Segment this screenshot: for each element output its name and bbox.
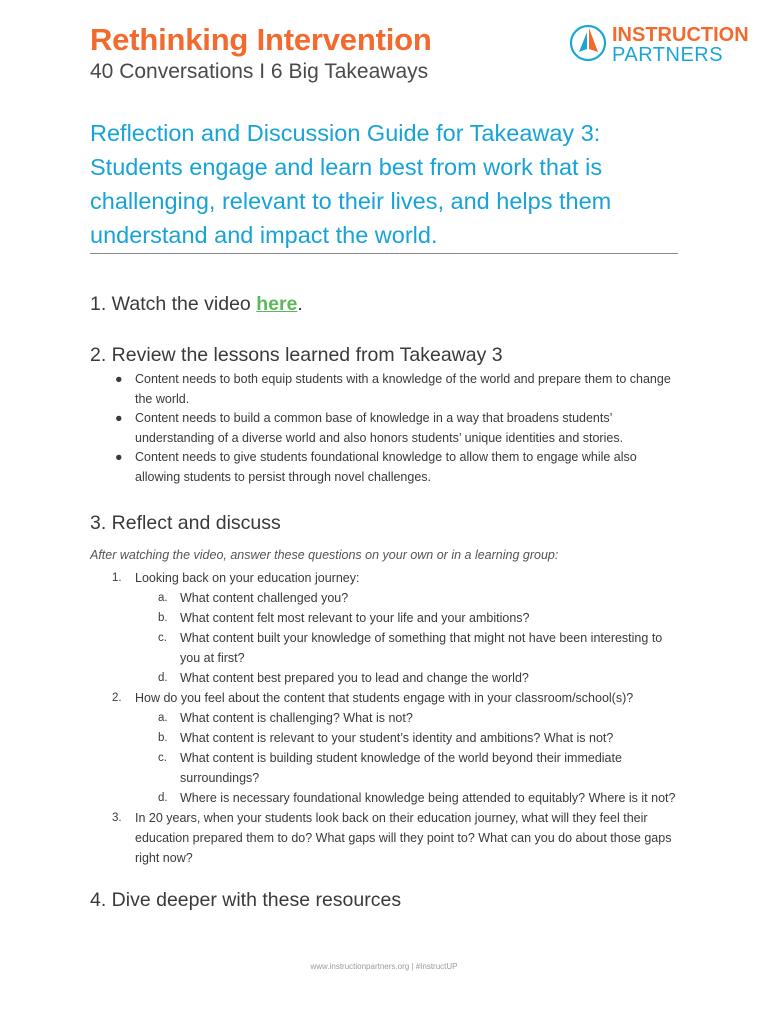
reflect-intro: After watching the video, answer these questions on your own or in a learning group: [90, 548, 559, 562]
video-link[interactable]: here [256, 293, 298, 315]
question-text: In 20 years, when your students look back on their education journey, what will they feel their education prepared them to do? What gaps will they point to? What can you do about those gaps right now? [135, 811, 672, 865]
section-watch-prefix: 1. Watch the video [90, 293, 257, 315]
instruction-partners-logo [568, 22, 748, 68]
question-number: 3. [112, 812, 122, 824]
logo-text-partners: PARTNERS [612, 44, 724, 66]
sub-question-letter: a. [158, 592, 168, 604]
bullet-text: Content needs to build a common base of knowledge in a way that broadens students’ understanding of a diverse world and also honors students’ unique identities and stories. [135, 411, 624, 445]
sub-question-letter: a. [158, 712, 168, 724]
section-watch-suffix: . [297, 293, 303, 315]
sub-question-text: What content best prepared you to lead and change the world? [180, 671, 529, 685]
sub-question-letter: d. [158, 672, 168, 684]
question-number: 1. [112, 572, 122, 584]
sub-question-letter: c. [158, 752, 167, 764]
sub-question [135, 728, 680, 748]
question-item [90, 568, 680, 688]
bullet-icon: ● [115, 450, 123, 464]
sub-question-text: What content is relevant to your student’s identity and ambitions? What is not? [180, 731, 614, 745]
bullet-icon: ● [115, 411, 123, 425]
list-item [90, 448, 680, 487]
sub-question [135, 748, 680, 788]
bullet-text: Content needs to give students foundational knowledge to allow them to engage while also allowing students to persist through novel challenges. [135, 450, 637, 484]
question-text: How do you feel about the content that students engage with in your classroom/school(s)? [135, 691, 634, 705]
question-number: 2. [112, 692, 122, 704]
lessons-list [90, 370, 680, 487]
sub-question-letter: c. [158, 632, 167, 644]
logo-text-instruction: INSTRUCTION [612, 24, 749, 46]
sub-question-letter: d. [158, 792, 168, 804]
question-list [90, 568, 680, 868]
heading-divider [90, 253, 678, 254]
sub-question-list [135, 708, 680, 808]
sub-question-letter: b. [158, 732, 168, 744]
sub-question [135, 588, 680, 608]
list-item [90, 409, 680, 448]
sub-question-text: What content built your knowledge of something that might not have been interesting to you at first? [180, 631, 663, 665]
document-subtitle: 40 Conversations I 6 Big Takeaways [90, 60, 429, 83]
section-reflect-heading: 3. Reflect and discuss [90, 512, 281, 534]
list-item [90, 370, 680, 409]
sub-question-letter: b. [158, 612, 168, 624]
sub-question [135, 668, 680, 688]
sub-question-text: What content is challenging? What is not? [180, 711, 413, 725]
sub-question [135, 628, 680, 668]
bullet-text: Content needs to both equip students with a knowledge of the world and prepare them to change the world. [135, 372, 671, 406]
section-review-heading: 2. Review the lessons learned from Takeaway 3 [90, 344, 503, 366]
footer-website: www.instructionpartners.org | #InstructUP [310, 962, 458, 971]
sub-question-list [135, 588, 680, 688]
question-item [90, 808, 680, 868]
guide-heading: Reflection and Discussion Guide for Takeaway 3: Students engage and learn best from work that is challenging, relevant to their lives, and helps them understand and impact the world. [90, 120, 612, 248]
sub-question [135, 608, 680, 628]
sub-question-text: Where is necessary foundational knowledge being attended to equitably? Where is it not? [180, 791, 676, 805]
section-watch-video [90, 293, 303, 316]
sub-question [135, 788, 680, 808]
sub-question-text: What content is building student knowledge of the world beyond their immediate surroundings? [180, 751, 622, 785]
section-resources-heading: 4. Dive deeper with these resources [90, 889, 402, 911]
sub-question-text: What content challenged you? [180, 591, 349, 605]
document-title: Rethinking Intervention [90, 22, 432, 57]
sub-question-text: What content felt most relevant to your life and your ambitions? [180, 611, 530, 625]
sail-triangle-icon [568, 23, 608, 63]
question-text: Looking back on your education journey: [135, 571, 360, 585]
sub-question [135, 708, 680, 728]
question-item [90, 688, 680, 808]
bullet-icon: ● [115, 372, 123, 386]
